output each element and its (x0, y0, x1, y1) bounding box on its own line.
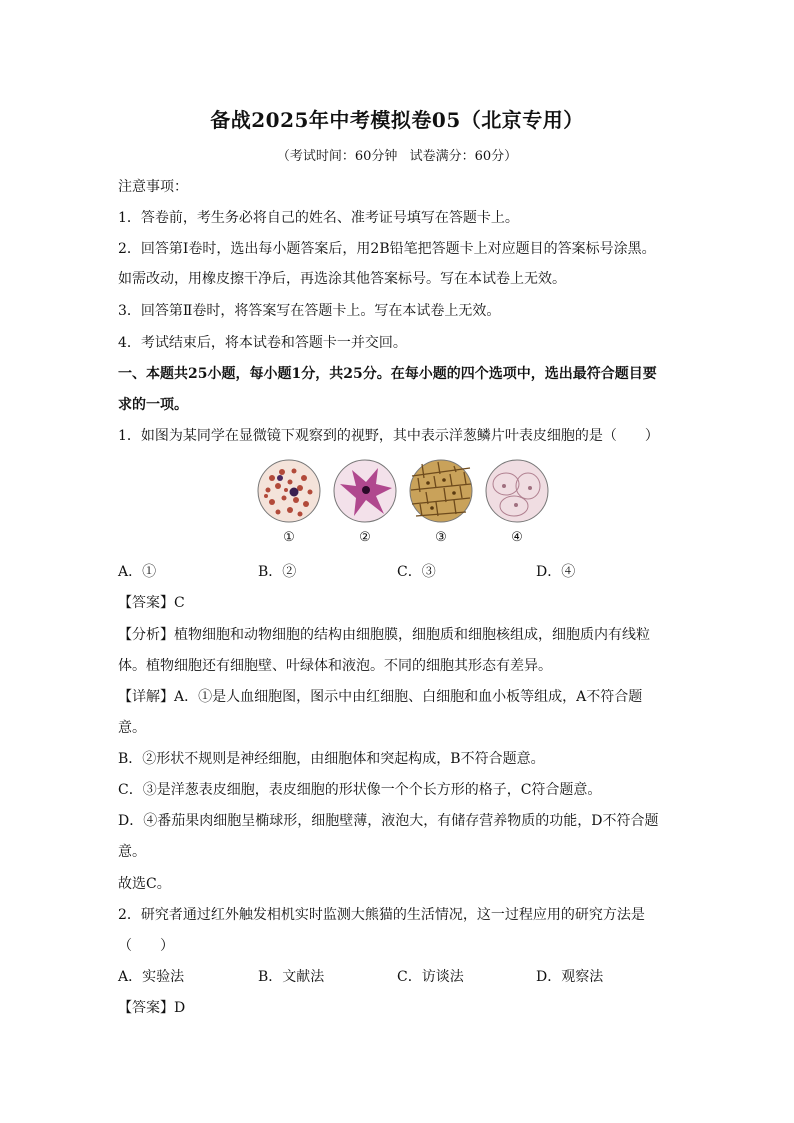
question-2-stem: 2．研究者通过红外触发相机实时监测大熊猫的生活情况，这一过程应用的研究方法是 (118, 907, 645, 923)
explanation: D．④番茄果肉细胞呈椭球形，细胞壁薄，液泡大，有储存营养物质的功能，D不符合题 (118, 813, 659, 829)
option-b: B．文献法 (258, 969, 325, 985)
page-title: 备战2025年中考模拟卷05（北京专用） (210, 108, 584, 132)
blood-cells-image (256, 458, 322, 524)
explanation: 意。 (118, 844, 146, 860)
section-heading: 一、本题共25小题，每小题1分，共25分。在每小题的四个选项中，选出最符合题目要 (118, 366, 657, 382)
notice-item: 1．答卷前，考生务必将自己的姓名、准考证号填写在答题卡上。 (118, 210, 519, 226)
option-c: C．③ (397, 564, 436, 580)
figure-label: ④ (511, 530, 523, 545)
option-d: D．④ (536, 564, 576, 580)
explanation: B．②形状不规则是神经细胞，由细胞体和突起构成，B不符合题意。 (118, 751, 545, 767)
option-c: C．访谈法 (397, 969, 464, 985)
analysis: 体。植物细胞还有细胞壁、叶绿体和液泡。不同的细胞其形态有差异。 (118, 658, 552, 674)
figure-label: ① (283, 530, 295, 545)
option-b: B．② (258, 564, 297, 580)
exam-info: （考试时间：60分钟 试卷满分：60分） (276, 149, 518, 164)
microscope-figure (256, 458, 556, 548)
answer: 【答案】C (118, 595, 185, 611)
figure-label: ② (359, 530, 371, 545)
tomato-pulp-cells-image (484, 458, 550, 524)
option-a: A．① (118, 564, 157, 580)
notice-item: 2．回答第Ⅰ卷时，选出每小题答案后，用2B铅笔把答题卡上对应题目的答案标号涂黑。 (118, 241, 656, 257)
section-heading-cont: 求的一项。 (118, 397, 188, 413)
option-a: A．实验法 (118, 969, 185, 985)
option-d: D．观察法 (536, 969, 604, 985)
answer-parentheses: （ ） (118, 938, 174, 954)
conclusion: 故选C。 (118, 876, 171, 892)
notice-item: 4．考试结束后，将本试卷和答题卡一并交回。 (118, 335, 407, 351)
notice-item: 3．回答第Ⅱ卷时，将答案写在答题卡上。写在本试卷上无效。 (118, 303, 501, 319)
figure-label: ③ (435, 530, 447, 545)
analysis: 【分析】植物细胞和动物细胞的结构由细胞膜，细胞质和细胞核组成，细胞质内有线粒 (118, 627, 650, 643)
notice-heading: 注意事项： (118, 179, 188, 195)
question-1-stem: 1．如图为某同学在显微镜下观察到的视野，其中表示洋葱鳞片叶表皮细胞的是（ ） (118, 428, 659, 444)
explanation: 意。 (118, 720, 146, 736)
explanation: 【详解】A．①是人血细胞图，图示中由红细胞、白细胞和血小板等组成，A不符合题 (118, 689, 643, 705)
onion-cells-image (408, 458, 474, 524)
nerve-cell-image (332, 458, 398, 524)
notice-item: 如需改动，用橡皮擦干净后，再选涂其他答案标号。写在本试卷上无效。 (118, 271, 566, 287)
explanation: C．③是洋葱表皮细胞，表皮细胞的形状像一个个长方形的格子，C符合题意。 (118, 782, 602, 798)
answer: 【答案】D (118, 1000, 186, 1016)
